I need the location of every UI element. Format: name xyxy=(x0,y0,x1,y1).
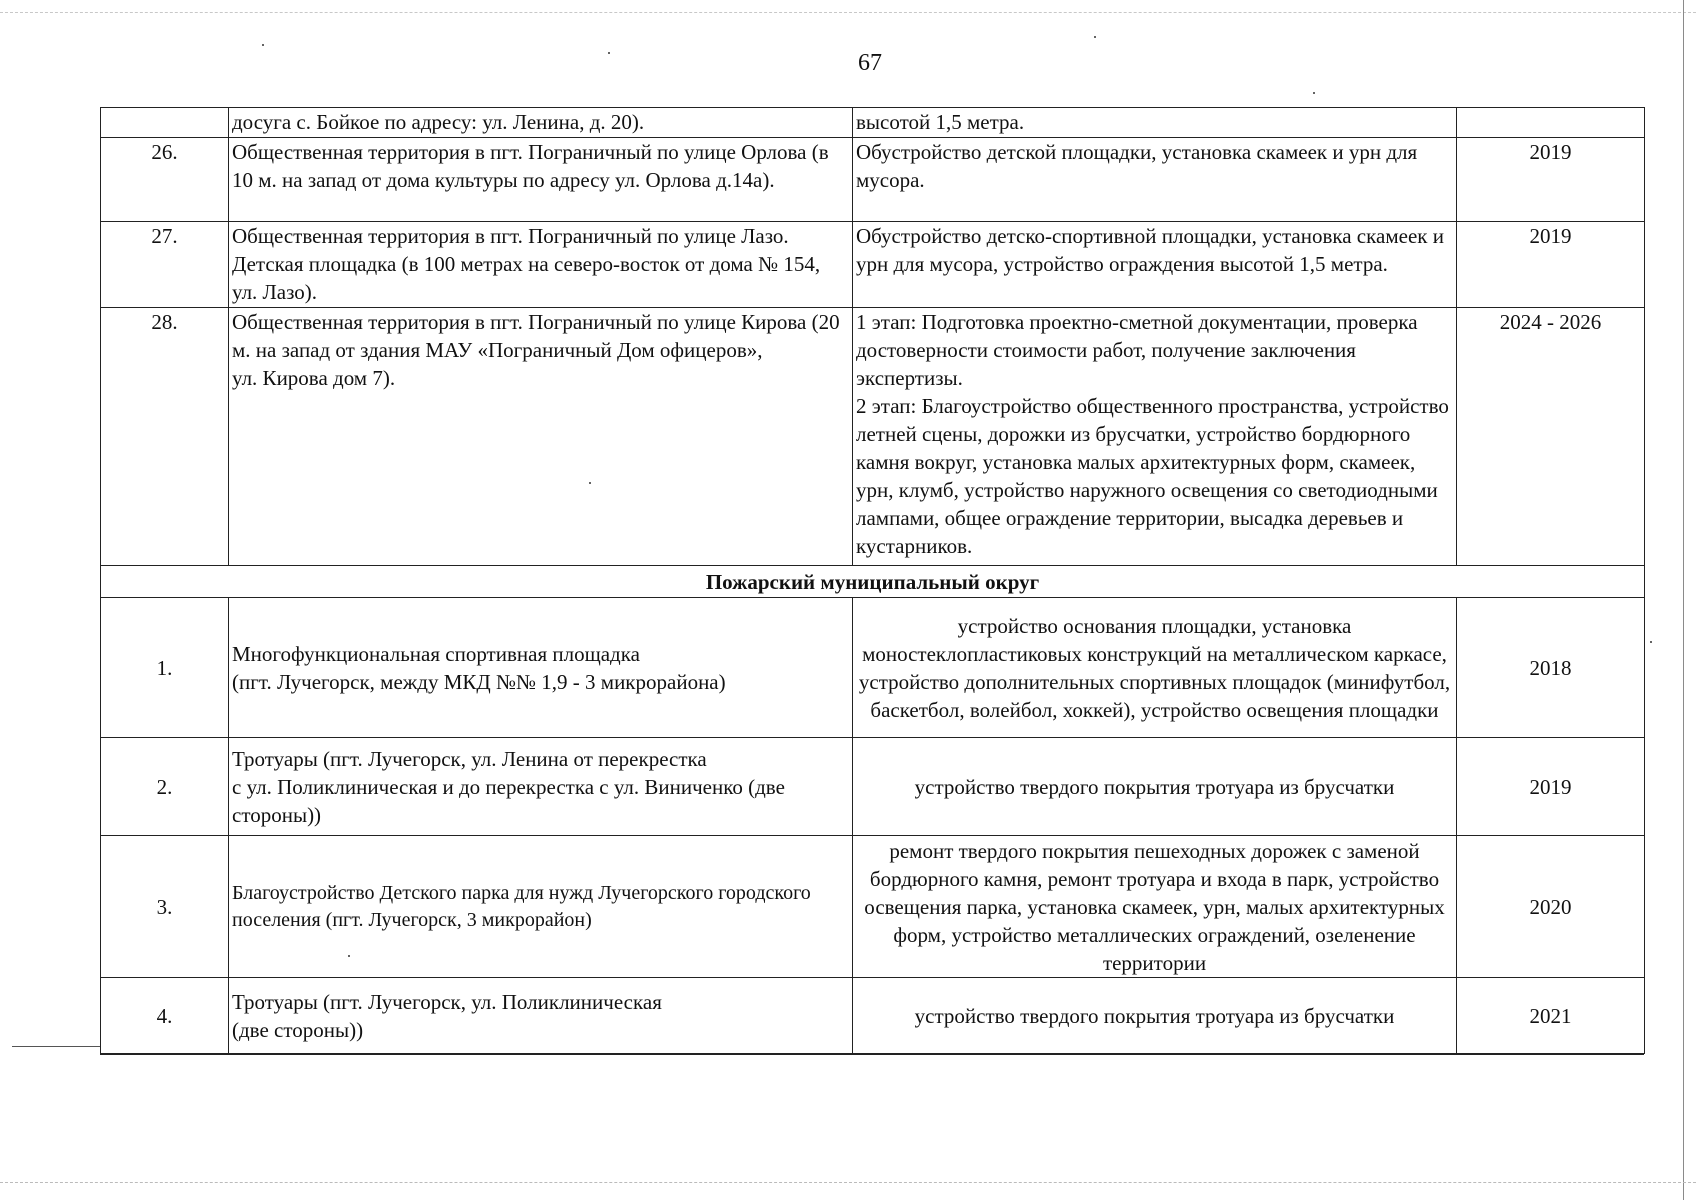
row-number: 26. xyxy=(101,138,229,222)
section-title: Пожарский муниципальный округ xyxy=(101,566,1645,598)
works-cell: ремонт твердого покрытия пешеходных дорожек с заменой бордюрного камня, ремонт тротуара и входа в парк, устройство освещения парка, установка скамеек, урн, малых архитектурных форм, устройство металлических ограждений, озеленение территории xyxy=(853,836,1457,978)
territory-cell: Общественная территория в пгт. Пограничный по улице Кирова (20 м. на запад от здания МАУ «Пограничный Дом офицеров», ул. Кирова дом 7). xyxy=(229,308,853,566)
table-row xyxy=(101,978,1645,1054)
scan-speck xyxy=(1650,641,1652,643)
scan-speck xyxy=(1313,92,1315,94)
row-number: 2. xyxy=(101,738,229,836)
row-number: 4. xyxy=(101,978,229,1054)
scan-edge-right xyxy=(1683,0,1684,1200)
scan-speck xyxy=(1094,36,1096,38)
year-cell xyxy=(1457,108,1645,138)
territory-cell: Общественная территория в пгт. Пограничный по улице Орлова (в 10 м. на запад от дома культуры по адресу ул. Орлова д.14а). xyxy=(229,138,853,222)
works-cell: Обустройство детской площадки, установка скамеек и урн для мусора. xyxy=(853,138,1457,222)
table-row xyxy=(101,836,1645,978)
year-cell: 2019 xyxy=(1457,138,1645,222)
table-row xyxy=(101,308,1645,566)
row-number xyxy=(101,108,229,138)
row-number: 28. xyxy=(101,308,229,566)
works-cell: высотой 1,5 метра. xyxy=(853,108,1457,138)
page-number: 67 xyxy=(858,50,882,76)
works-cell: 1 этап: Подготовка проектно-сметной документации, проверка достоверности стоимости работ, получение заключения экспертизы. 2 этап: Благоустройство общественного пространства, устройство летней сцены, дорожки из брусчатки, устройство бордюрного камня вокруг, установка малых архитектурных форм, скамеек, урн, клумб, устройство наружного освещения со светодиодными лампами, общее ограждение территории, высадка деревьев и кустарников. xyxy=(853,308,1457,566)
year-cell: 2019 xyxy=(1457,222,1645,308)
table-row xyxy=(101,738,1645,836)
works-cell: устройство основания площадки, установка моностеклопластиковых конструкций на металлическом каркасе, устройство дополнительных спортивных площадок (минифутбол, баскетбол, волейбол, хоккей), устройство освещения площадки xyxy=(853,598,1457,738)
territory-cell: Многофункциональная спортивная площадка (пгт. Лучегорск, между МКД №№ 1,9 - 3 микрорайона) xyxy=(229,598,853,738)
table-row xyxy=(101,108,1645,138)
year-cell: 2018 xyxy=(1457,598,1645,738)
improvement-table xyxy=(100,107,1645,1054)
scan-speck xyxy=(262,44,264,46)
territory-cell: досуга с. Бойкое по адресу: ул. Ленина, д. 20). xyxy=(229,108,853,138)
row-number: 1. xyxy=(101,598,229,738)
table-row xyxy=(101,138,1645,222)
row-number: 27. xyxy=(101,222,229,308)
year-cell: 2020 xyxy=(1457,836,1645,978)
territory-cell: Благоустройство Детского парка для нужд Лучегорского городского поселения (пгт. Лучегорск, 3 микрорайон) xyxy=(229,836,853,978)
table-row xyxy=(101,598,1645,738)
works-cell: Обустройство детско-спортивной площадки, установка скамеек и урн для мусора, устройство ограждения высотой 1,5 метра. xyxy=(853,222,1457,308)
year-cell: 2019 xyxy=(1457,738,1645,836)
scan-edge-bottom xyxy=(0,1182,1696,1183)
works-cell: устройство твердого покрытия тротуара из брусчатки xyxy=(853,978,1457,1054)
scan-edge-top xyxy=(0,12,1696,13)
territory-cell: Тротуары (пгт. Лучегорск, ул. Ленина от перекрестка с ул. Поликлиническая и до перекрестка с ул. Виниченко (две стороны)) xyxy=(229,738,853,836)
year-cell: 2024 - 2026 xyxy=(1457,308,1645,566)
section-header-row xyxy=(101,566,1645,598)
territory-cell: Тротуары (пгт. Лучегорск, ул. Поликлиническая (две стороны)) xyxy=(229,978,853,1054)
table-bottom-border xyxy=(100,1054,1644,1055)
year-cell: 2021 xyxy=(1457,978,1645,1054)
works-cell: устройство твердого покрытия тротуара из брусчатки xyxy=(853,738,1457,836)
scan-speck xyxy=(608,52,610,54)
territory-cell: Общественная территория в пгт. Пограничный по улице Лазо. Детская площадка (в 100 метрах на северо-восток от дома № 154, ул. Лазо). xyxy=(229,222,853,308)
table-row xyxy=(101,222,1645,308)
scan-artifact-line xyxy=(12,1046,100,1047)
row-number: 3. xyxy=(101,836,229,978)
